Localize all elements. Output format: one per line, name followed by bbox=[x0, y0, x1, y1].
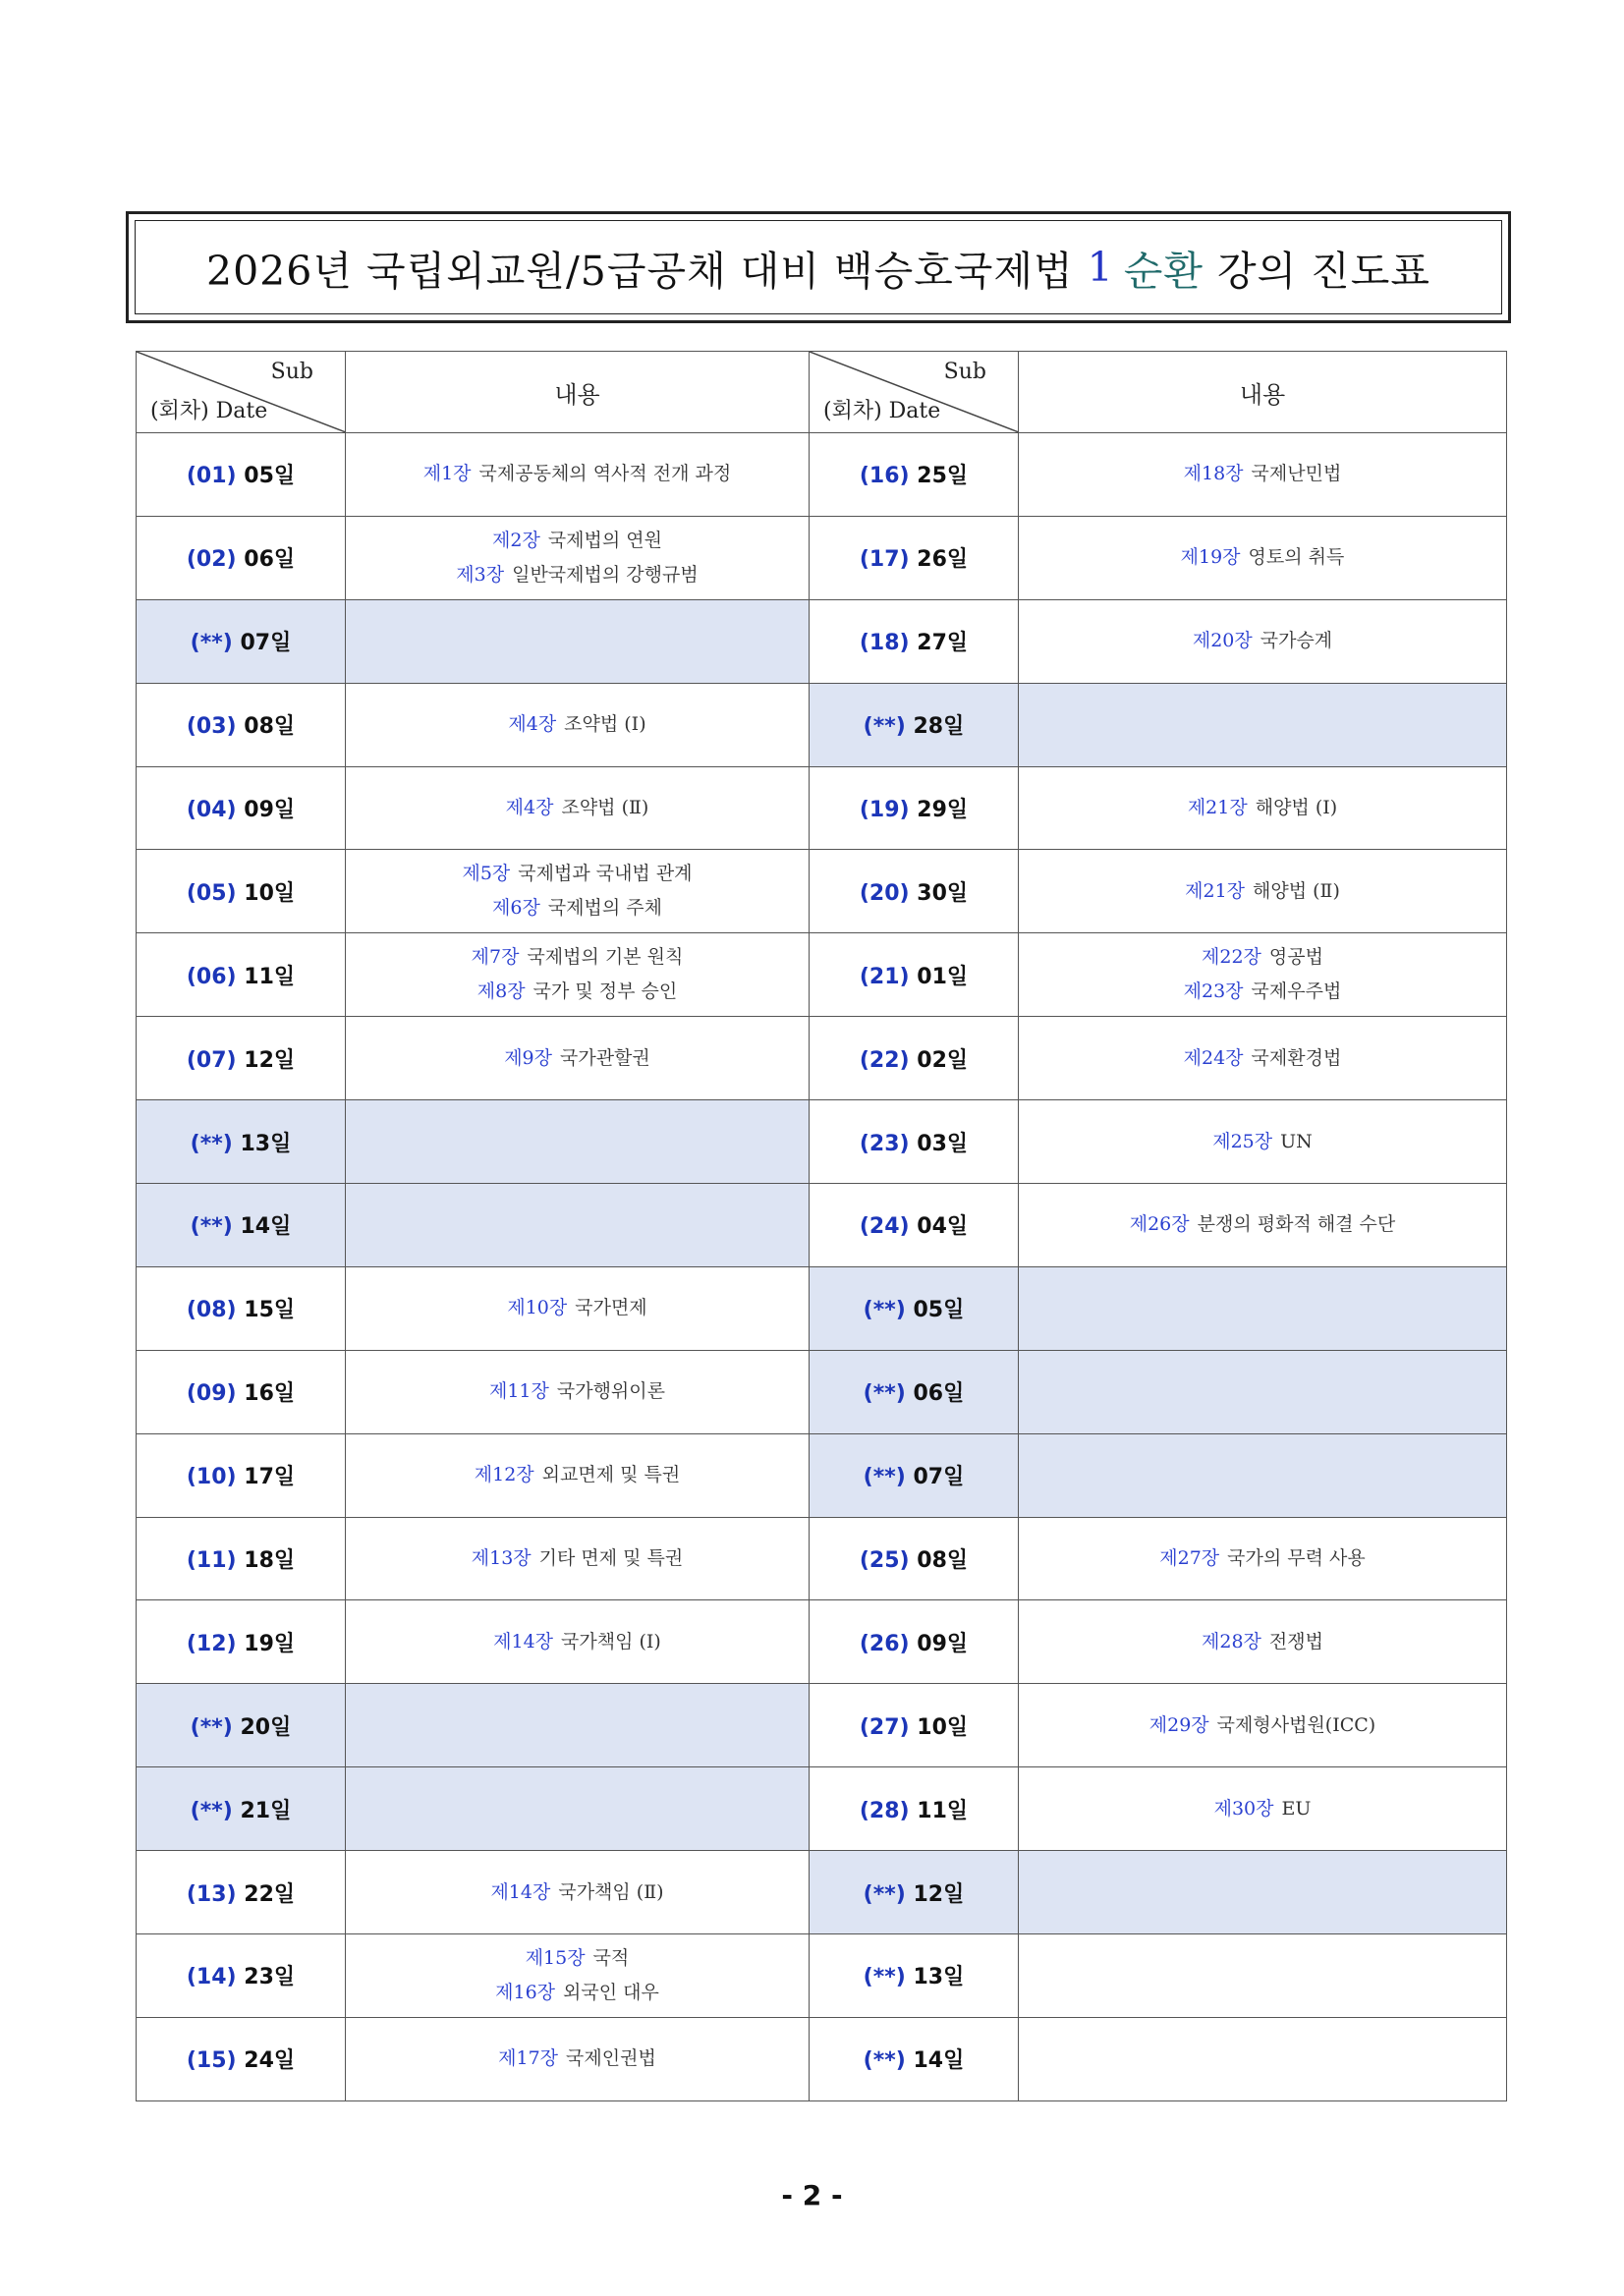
session-number: (**) bbox=[190, 631, 233, 656]
session-number: (04) bbox=[186, 798, 237, 822]
session-date-cell bbox=[810, 1934, 1019, 2018]
table-row bbox=[137, 1017, 1507, 1100]
session-day: 12일 bbox=[244, 1047, 296, 1073]
chapter-line bbox=[346, 1941, 809, 1976]
session-day: 27일 bbox=[917, 631, 969, 656]
table-row bbox=[137, 1851, 1507, 1934]
chapter-line bbox=[346, 857, 809, 891]
session-day: 07일 bbox=[240, 631, 292, 656]
content-cell bbox=[1019, 1517, 1507, 1600]
chapter-line bbox=[346, 1625, 809, 1659]
session-number: (20) bbox=[859, 880, 910, 906]
session-date-cell bbox=[137, 933, 346, 1017]
table-row bbox=[137, 1600, 1507, 1684]
chapter-title: 국가책임 (Ⅰ) bbox=[561, 1630, 661, 1652]
content-cell bbox=[346, 1184, 810, 1267]
session-number: (21) bbox=[859, 964, 910, 989]
chapter-line bbox=[346, 1041, 809, 1076]
session-number: (05) bbox=[186, 880, 237, 906]
session-date-cell bbox=[137, 1266, 346, 1350]
session-date-cell bbox=[810, 1350, 1019, 1433]
chapter-line bbox=[1019, 874, 1506, 909]
chapter-line bbox=[1019, 1708, 1506, 1743]
header-session-date-left bbox=[137, 352, 346, 433]
chapter-title: 기타 면제 및 특권 bbox=[538, 1547, 684, 1570]
content-cell bbox=[1019, 1350, 1507, 1433]
chapter-title: 국가승계 bbox=[1260, 630, 1333, 652]
session-day: 13일 bbox=[913, 1965, 965, 1990]
session-day: 07일 bbox=[913, 1465, 965, 1490]
content-cell bbox=[1019, 1184, 1507, 1267]
chapter-title: 외국인 대우 bbox=[563, 1981, 659, 2003]
session-day: 22일 bbox=[244, 1881, 296, 1907]
content-cell bbox=[346, 1851, 810, 1934]
schedule-table bbox=[136, 351, 1507, 2101]
session-number: (22) bbox=[859, 1047, 910, 1073]
session-number: (01) bbox=[186, 464, 237, 489]
session-date-cell bbox=[137, 599, 346, 683]
chapter-number: 제23장 bbox=[1183, 980, 1244, 1003]
chapter-title: 국제공동체의 역사적 전개 과정 bbox=[478, 463, 732, 485]
session-number: (10) bbox=[186, 1465, 237, 1490]
session-date-cell bbox=[137, 766, 346, 850]
session-date-cell bbox=[810, 1600, 1019, 1684]
title-main: 2026년 국립외교원/5급공채 대비 백승호국제법 bbox=[205, 247, 1074, 295]
session-number: (**) bbox=[863, 1381, 906, 1407]
chapter-title: 국적 bbox=[592, 1946, 630, 1969]
chapter-title: EU bbox=[1281, 1797, 1312, 1820]
session-number: (17) bbox=[859, 547, 910, 573]
session-number: (16) bbox=[859, 464, 910, 489]
session-number: (23) bbox=[859, 1131, 910, 1156]
content-cell bbox=[1019, 599, 1507, 683]
chapter-line bbox=[1019, 624, 1506, 658]
content-cell bbox=[1019, 433, 1507, 517]
session-day: 19일 bbox=[244, 1631, 296, 1656]
chapter-title: 조약법 (Ⅰ) bbox=[564, 713, 646, 736]
chapter-number: 제14장 bbox=[493, 1630, 554, 1652]
session-date-cell bbox=[810, 599, 1019, 683]
session-day: 28일 bbox=[913, 714, 965, 740]
chapter-number: 제5장 bbox=[462, 863, 511, 885]
session-date-cell bbox=[137, 1350, 346, 1433]
header-content-left: 내용 bbox=[346, 352, 810, 433]
session-date-cell bbox=[810, 766, 1019, 850]
session-day: 10일 bbox=[244, 880, 296, 906]
content-cell bbox=[346, 1266, 810, 1350]
chapter-line bbox=[346, 1541, 809, 1576]
content-cell bbox=[1019, 1684, 1507, 1767]
chapter-number: 제25장 bbox=[1212, 1130, 1273, 1152]
chapter-title: 해양법 (Ⅰ) bbox=[1255, 797, 1338, 818]
session-date-cell bbox=[810, 2017, 1019, 2100]
session-day: 05일 bbox=[244, 464, 296, 489]
session-date-cell bbox=[810, 850, 1019, 933]
chapter-title: 국제난민법 bbox=[1251, 463, 1342, 485]
chapter-line bbox=[1019, 940, 1506, 975]
chapter-title: 국제환경법 bbox=[1251, 1046, 1342, 1069]
session-number: (**) bbox=[863, 1881, 906, 1907]
table-row bbox=[137, 1184, 1507, 1267]
chapter-number: 제26장 bbox=[1129, 1213, 1190, 1236]
chapter-number: 제9장 bbox=[504, 1046, 552, 1069]
table-row bbox=[137, 1350, 1507, 1433]
session-date-cell bbox=[137, 1851, 346, 1934]
chapter-number: 제2장 bbox=[492, 529, 540, 551]
session-day: 08일 bbox=[917, 1548, 969, 1574]
session-date-cell bbox=[810, 1684, 1019, 1767]
chapter-number: 제16장 bbox=[495, 1981, 556, 2003]
chapter-number: 제10장 bbox=[507, 1297, 568, 1319]
header-sub-label: Sub bbox=[270, 360, 313, 384]
chapter-number: 제22장 bbox=[1202, 946, 1261, 969]
chapter-title: 국가 및 정부 승인 bbox=[532, 980, 678, 1003]
chapter-number: 제18장 bbox=[1183, 463, 1244, 485]
session-date-cell bbox=[137, 1934, 346, 2018]
content-cell bbox=[346, 1934, 810, 2018]
chapter-line bbox=[346, 1976, 809, 2010]
session-day: 25일 bbox=[917, 464, 969, 489]
chapter-line bbox=[346, 707, 809, 742]
session-day: 11일 bbox=[244, 964, 296, 989]
content-cell bbox=[346, 1684, 810, 1767]
chapter-line bbox=[346, 558, 809, 592]
session-number: (28) bbox=[859, 1798, 910, 1823]
chapter-title: 국가면제 bbox=[575, 1297, 647, 1319]
chapter-title: 국가책임 (Ⅱ) bbox=[558, 1880, 664, 1903]
content-cell bbox=[346, 1017, 810, 1100]
chapter-title: 조약법 (Ⅱ) bbox=[561, 797, 649, 818]
session-date-cell bbox=[810, 1767, 1019, 1851]
content-cell bbox=[346, 1100, 810, 1184]
session-date-cell bbox=[810, 933, 1019, 1017]
session-day: 03일 bbox=[917, 1131, 969, 1156]
session-number: (**) bbox=[863, 1298, 906, 1323]
chapter-title: 일반국제법의 강행규범 bbox=[512, 563, 699, 586]
session-day: 30일 bbox=[917, 880, 969, 906]
content-cell bbox=[346, 1350, 810, 1433]
session-date-cell bbox=[137, 1100, 346, 1184]
title-suffix: 강의 진도표 bbox=[1216, 247, 1430, 295]
session-number: (**) bbox=[190, 1131, 233, 1156]
session-date-cell bbox=[137, 683, 346, 766]
session-day: 13일 bbox=[240, 1131, 292, 1156]
session-day: 02일 bbox=[917, 1047, 969, 1073]
content-cell bbox=[346, 766, 810, 850]
session-day: 23일 bbox=[244, 1965, 296, 1990]
header-date-label: (회차) Date bbox=[150, 399, 268, 423]
page-title bbox=[135, 220, 1502, 314]
table-row bbox=[137, 1433, 1507, 1517]
session-number: (11) bbox=[186, 1548, 237, 1574]
session-number: (12) bbox=[186, 1631, 237, 1656]
session-number: (**) bbox=[863, 1965, 906, 1990]
chapter-line bbox=[346, 1458, 809, 1492]
session-day: 21일 bbox=[240, 1798, 292, 1823]
session-number: (19) bbox=[859, 798, 910, 822]
session-number: (02) bbox=[186, 547, 237, 573]
session-day: 06일 bbox=[913, 1381, 965, 1407]
header-sub-label: Sub bbox=[943, 360, 986, 384]
session-day: 05일 bbox=[913, 1298, 965, 1323]
session-day: 15일 bbox=[244, 1298, 296, 1323]
session-date-cell bbox=[810, 683, 1019, 766]
table-row bbox=[137, 683, 1507, 766]
chapter-line bbox=[1019, 1792, 1506, 1826]
table-row bbox=[137, 1767, 1507, 1851]
chapter-number: 제20장 bbox=[1192, 630, 1253, 652]
session-date-cell bbox=[137, 1517, 346, 1600]
chapter-number: 제13장 bbox=[471, 1547, 532, 1570]
content-cell bbox=[1019, 1266, 1507, 1350]
header-date-label: (회차) Date bbox=[823, 399, 941, 423]
session-day: 16일 bbox=[244, 1381, 296, 1407]
header-session-date-right bbox=[810, 352, 1019, 433]
chapter-line bbox=[346, 940, 809, 975]
chapter-title: 국가관할권 bbox=[560, 1046, 650, 1069]
chapter-title: 국가의 무력 사용 bbox=[1227, 1547, 1366, 1570]
content-cell bbox=[1019, 1767, 1507, 1851]
session-number: (13) bbox=[186, 1881, 237, 1907]
session-date-cell bbox=[137, 1767, 346, 1851]
content-cell bbox=[346, 2017, 810, 2100]
chapter-title: 국제인권법 bbox=[566, 2047, 656, 2070]
session-day: 18일 bbox=[244, 1548, 296, 1574]
session-date-cell bbox=[137, 1184, 346, 1267]
chapter-number: 제7장 bbox=[471, 946, 520, 969]
table-row bbox=[137, 850, 1507, 933]
content-cell bbox=[1019, 683, 1507, 766]
chapter-line bbox=[346, 1291, 809, 1325]
chapter-title: 영공법 bbox=[1268, 946, 1323, 969]
session-day: 08일 bbox=[244, 714, 296, 740]
title-cycle-word: 순환 bbox=[1123, 247, 1204, 295]
chapter-number: 제27장 bbox=[1159, 1547, 1220, 1570]
session-date-cell bbox=[137, 433, 346, 517]
table-row bbox=[137, 2017, 1507, 2100]
content-cell bbox=[346, 1767, 810, 1851]
chapter-title: 국제법의 연원 bbox=[547, 529, 662, 551]
content-cell bbox=[346, 1433, 810, 1517]
chapter-line bbox=[1019, 1541, 1506, 1576]
session-number: (09) bbox=[186, 1381, 237, 1407]
table-row bbox=[137, 599, 1507, 683]
content-cell bbox=[346, 683, 810, 766]
chapter-line bbox=[1019, 540, 1506, 575]
session-number: (**) bbox=[190, 1798, 233, 1823]
session-date-cell bbox=[137, 850, 346, 933]
chapter-line bbox=[346, 1876, 809, 1910]
session-day: 11일 bbox=[917, 1798, 969, 1823]
content-cell bbox=[346, 850, 810, 933]
chapter-title: 국제우주법 bbox=[1251, 980, 1342, 1003]
page-number: - 2 - bbox=[781, 2179, 843, 2212]
session-day: 12일 bbox=[913, 1881, 965, 1907]
chapter-number: 제1장 bbox=[422, 463, 472, 485]
content-cell bbox=[1019, 766, 1507, 850]
session-date-cell bbox=[137, 1600, 346, 1684]
chapter-number: 제8장 bbox=[476, 980, 526, 1003]
session-number: (**) bbox=[863, 714, 906, 740]
chapter-number: 제17장 bbox=[498, 2047, 559, 2070]
session-number: (**) bbox=[863, 1465, 906, 1490]
chapter-line bbox=[346, 457, 809, 491]
content-cell bbox=[1019, 1100, 1507, 1184]
session-day: 17일 bbox=[244, 1465, 296, 1490]
session-day: 09일 bbox=[917, 1631, 969, 1656]
session-date-cell bbox=[810, 1851, 1019, 1934]
session-day: 06일 bbox=[244, 547, 296, 573]
table-row bbox=[137, 516, 1507, 599]
chapter-line bbox=[1019, 457, 1506, 491]
chapter-title: 국제법의 주체 bbox=[547, 897, 662, 920]
chapter-number: 제24장 bbox=[1183, 1046, 1244, 1069]
chapter-number: 제28장 bbox=[1202, 1630, 1261, 1652]
chapter-line bbox=[1019, 1125, 1506, 1159]
session-date-cell bbox=[810, 1517, 1019, 1600]
chapter-number: 제15장 bbox=[525, 1946, 586, 1969]
chapter-title: 외교면제 및 특권 bbox=[541, 1464, 681, 1486]
session-day: 04일 bbox=[917, 1214, 969, 1240]
content-cell bbox=[1019, 2017, 1507, 2100]
session-number: (08) bbox=[186, 1298, 237, 1323]
content-cell bbox=[346, 1517, 810, 1600]
session-date-cell bbox=[810, 1100, 1019, 1184]
session-date-cell bbox=[810, 516, 1019, 599]
session-number: (24) bbox=[859, 1214, 910, 1240]
chapter-line bbox=[1019, 791, 1506, 825]
content-cell bbox=[1019, 1600, 1507, 1684]
session-day: 29일 bbox=[917, 798, 969, 822]
content-cell bbox=[346, 433, 810, 517]
session-date-cell bbox=[137, 1433, 346, 1517]
chapter-line bbox=[1019, 1207, 1506, 1242]
chapter-title: UN bbox=[1280, 1130, 1313, 1152]
chapter-line bbox=[346, 524, 809, 558]
session-day: 01일 bbox=[917, 964, 969, 989]
chapter-number: 제21장 bbox=[1187, 797, 1248, 818]
session-day: 14일 bbox=[913, 2048, 965, 2074]
table-header-row bbox=[137, 352, 1507, 433]
table-row bbox=[137, 1684, 1507, 1767]
table-row bbox=[137, 766, 1507, 850]
chapter-number: 제30장 bbox=[1213, 1797, 1274, 1820]
chapter-number: 제4장 bbox=[508, 713, 557, 736]
session-date-cell bbox=[810, 1017, 1019, 1100]
session-day: 14일 bbox=[240, 1214, 292, 1240]
session-number: (15) bbox=[186, 2048, 237, 2074]
chapter-title: 국제형사법원(ICC) bbox=[1216, 1713, 1376, 1736]
chapter-number: 제12장 bbox=[474, 1464, 534, 1486]
chapter-number: 제14장 bbox=[490, 1880, 551, 1903]
content-cell bbox=[1019, 933, 1507, 1017]
chapter-title: 분쟁의 평화적 해결 수단 bbox=[1197, 1213, 1396, 1236]
session-number: (03) bbox=[186, 714, 237, 740]
content-cell bbox=[1019, 1851, 1507, 1934]
table-row bbox=[137, 1100, 1507, 1184]
content-cell bbox=[1019, 850, 1507, 933]
chapter-number: 제3장 bbox=[456, 563, 505, 586]
chapter-title: 해양법 (Ⅱ) bbox=[1253, 879, 1340, 902]
chapter-number: 제29장 bbox=[1148, 1713, 1209, 1736]
title-box bbox=[126, 211, 1511, 323]
session-date-cell bbox=[810, 1266, 1019, 1350]
session-number: (26) bbox=[859, 1631, 910, 1656]
table-row bbox=[137, 1934, 1507, 2018]
session-number: (**) bbox=[863, 2048, 906, 2074]
table-row bbox=[137, 1266, 1507, 1350]
session-day: 20일 bbox=[240, 1714, 292, 1740]
session-day: 26일 bbox=[917, 547, 969, 573]
chapter-title: 전쟁법 bbox=[1268, 1630, 1323, 1652]
chapter-line bbox=[1019, 1625, 1506, 1659]
session-number: (14) bbox=[186, 1965, 237, 1990]
session-date-cell bbox=[137, 1017, 346, 1100]
chapter-title: 국가행위이론 bbox=[556, 1380, 665, 1403]
session-day: 09일 bbox=[244, 798, 296, 822]
title-cycle-number: 1 bbox=[1087, 244, 1114, 291]
content-cell bbox=[1019, 1017, 1507, 1100]
session-number: (18) bbox=[859, 631, 910, 656]
session-date-cell bbox=[810, 1433, 1019, 1517]
content-cell bbox=[346, 933, 810, 1017]
chapter-line bbox=[1019, 975, 1506, 1009]
session-number: (25) bbox=[859, 1548, 910, 1574]
chapter-line bbox=[346, 891, 809, 925]
chapter-number: 제6장 bbox=[492, 897, 540, 920]
table-row bbox=[137, 933, 1507, 1017]
session-date-cell bbox=[137, 516, 346, 599]
content-cell bbox=[1019, 516, 1507, 599]
session-date-cell bbox=[137, 1684, 346, 1767]
chapter-title: 국제법의 기본 원칙 bbox=[527, 946, 684, 969]
chapter-line bbox=[346, 791, 809, 825]
session-number: (27) bbox=[859, 1714, 910, 1740]
chapter-number: 제21장 bbox=[1185, 879, 1246, 902]
session-number: (**) bbox=[190, 1214, 233, 1240]
session-date-cell bbox=[137, 2017, 346, 2100]
chapter-line bbox=[346, 1374, 809, 1409]
content-cell bbox=[346, 1600, 810, 1684]
table-row bbox=[137, 1517, 1507, 1600]
chapter-title: 국제법과 국내법 관계 bbox=[518, 863, 693, 885]
content-cell bbox=[1019, 1934, 1507, 2018]
session-date-cell bbox=[810, 1184, 1019, 1267]
session-day: 10일 bbox=[917, 1714, 969, 1740]
header-content-right: 내용 bbox=[1019, 352, 1507, 433]
session-number: (**) bbox=[190, 1714, 233, 1740]
chapter-number: 제4장 bbox=[505, 797, 554, 818]
session-number: (07) bbox=[186, 1047, 237, 1073]
chapter-line bbox=[346, 975, 809, 1009]
content-cell bbox=[1019, 1433, 1507, 1517]
chapter-number: 제11장 bbox=[488, 1380, 549, 1403]
table-row bbox=[137, 433, 1507, 517]
content-cell bbox=[346, 516, 810, 599]
session-date-cell bbox=[810, 433, 1019, 517]
chapter-line bbox=[1019, 1041, 1506, 1076]
chapter-number: 제19장 bbox=[1180, 546, 1241, 569]
chapter-title: 영토의 취득 bbox=[1248, 546, 1345, 569]
session-number: (06) bbox=[186, 964, 237, 989]
session-day: 24일 bbox=[244, 2048, 296, 2074]
content-cell bbox=[346, 599, 810, 683]
chapter-line bbox=[346, 2042, 809, 2076]
